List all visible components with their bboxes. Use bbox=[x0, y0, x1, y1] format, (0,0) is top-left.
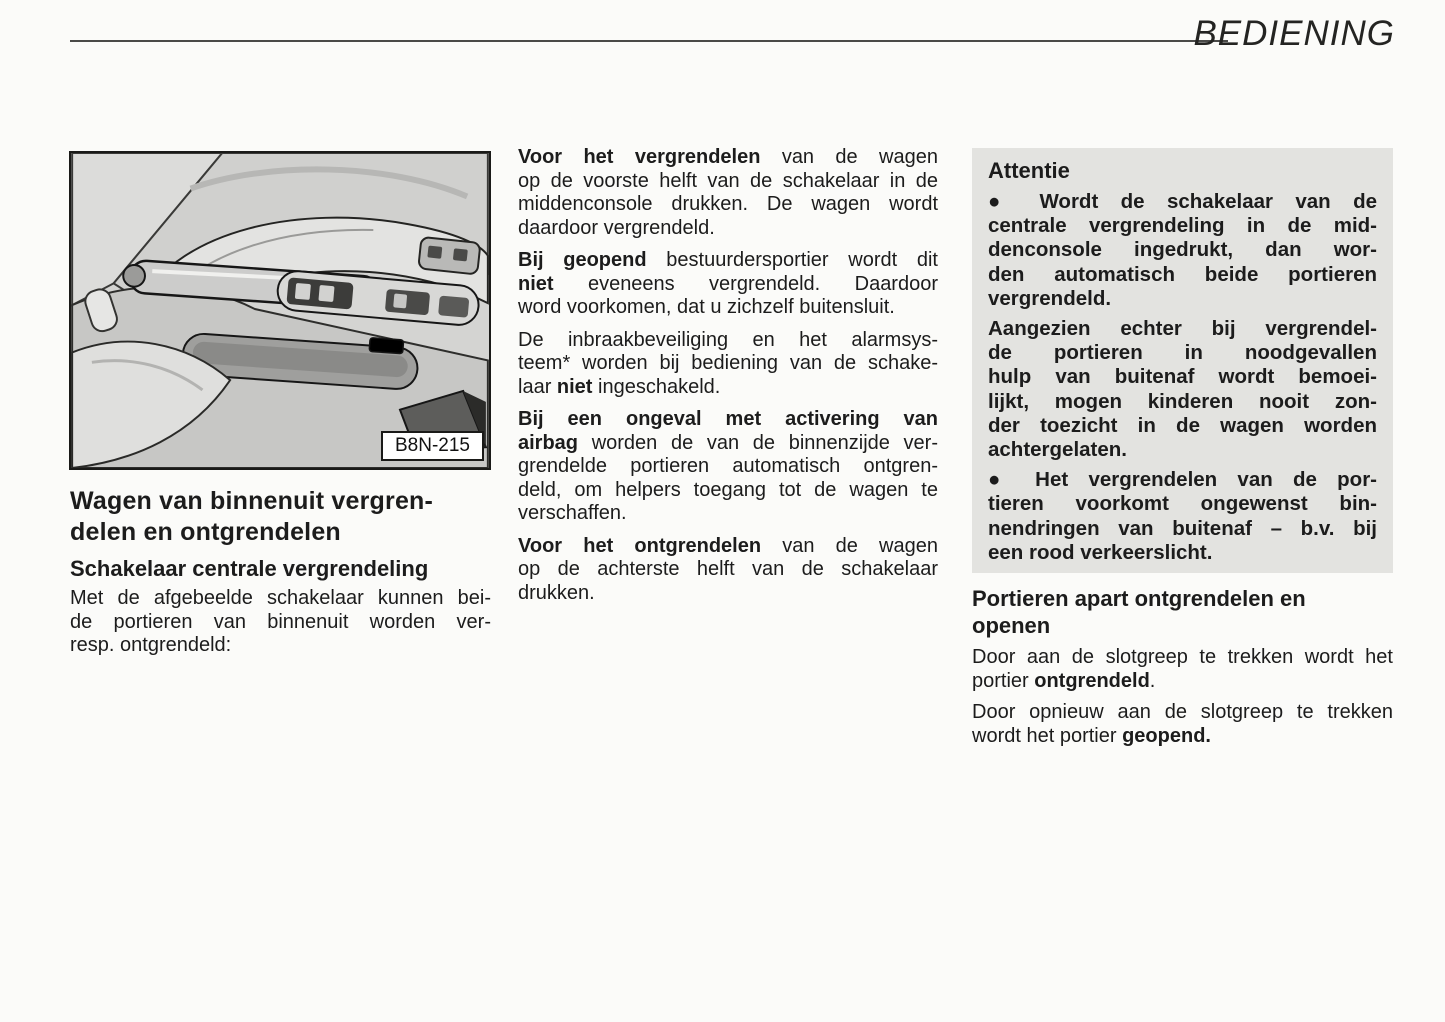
right-paragraphs: Door aan de slotgreep te trekken wordt het portier ontgrendeld. Door opnieuw aan de slotgreep te trekken wordt het portier geopend. bbox=[972, 646, 1393, 748]
section-subheading: Schakelaar centrale vergrendeling bbox=[70, 556, 429, 581]
column-middle bbox=[518, 146, 938, 614]
armrest-illustration bbox=[71, 153, 489, 468]
header-rule bbox=[70, 40, 1228, 42]
attention-box bbox=[972, 148, 1393, 573]
attention-paragraphs: ● Wordt de schakelaar van de centrale vergrendeling in de mid- denconsole ingedrukt, dan wor- den automatisch beide portieren vergrendeld. Aangezien echter bij vergrendel- de portieren in noodgevallen hulp van buitenaf wordt bemoei- lijkt, mogen kinderen nooit zon- der toezicht in de wagen worden achtergelaten. ● Het vergrendelen van de por- tieren voorkomt ongewenst bin- nendringen van buitenaf – b.v. bij een rood verkeerslicht. bbox=[988, 190, 1377, 564]
figure-armrest-switch bbox=[69, 151, 491, 470]
attention-heading: Attentie bbox=[988, 158, 1070, 183]
page-title: BEDIENING bbox=[1193, 14, 1395, 53]
hinge-block bbox=[418, 237, 480, 275]
column-right bbox=[972, 148, 1393, 755]
right-subheading: Portieren apart ontgrendelen en openen bbox=[972, 586, 1306, 639]
middle-paragraphs: Voor het vergrendelen van de wagen op de voorste helft van de schakelaar in de middenconsole drukken. De wagen wordt daardoor vergrendeld. Bij geopend bestuurdersportier wordt dit niet eveneens vergrendeld. Daardoor word voorkomen, dat u zichzelf buitensluit. De inbraakbeveiliging en het alarmsys- teem* worden bij bediening van de schake- laar niet ingeschakeld. Bij een ongeval met activering van airbag worden de van de binnenzijde ver- grendelde portieren automatisch ontgren- deld, om helpers toegang tot de wagen te verschaffen. Voor het ontgrendelen van de wagen op de achterste helft van de schakelaar drukken. bbox=[518, 146, 938, 604]
figure-label: B8N-215 bbox=[381, 431, 484, 461]
left-paragraphs: Met de afgebeelde schakelaar kunnen bei- de portieren van binnenuit worden ver- resp. ontgrendeld: bbox=[70, 587, 491, 656]
column-left bbox=[70, 486, 491, 667]
section-heading: Wagen van binnenuit vergren- delen en ontgrendelen bbox=[70, 487, 434, 546]
